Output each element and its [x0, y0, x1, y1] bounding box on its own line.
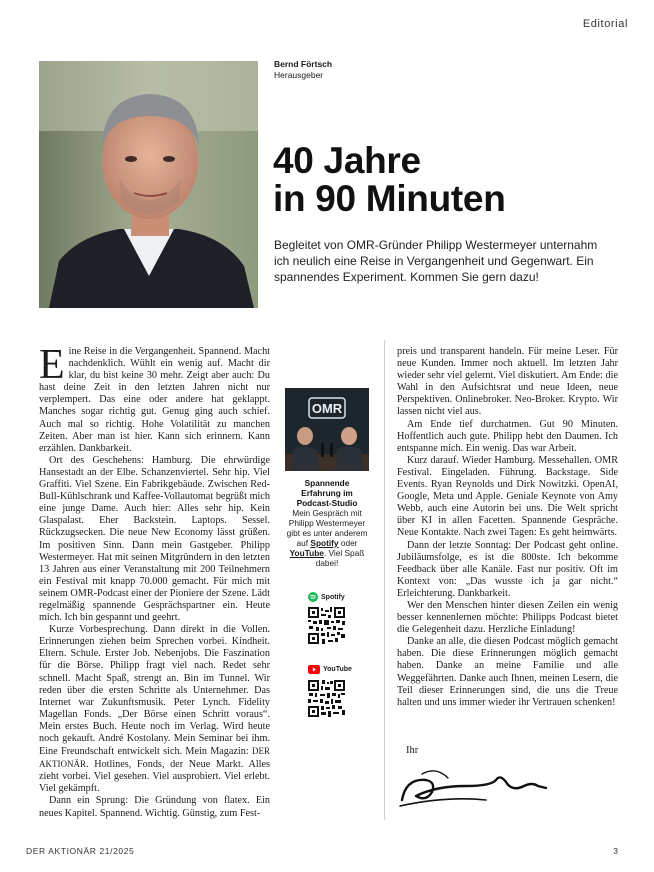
paragraph [39, 624, 270, 795]
author-name: Bernd Förtsch [274, 59, 333, 69]
studio-logo-text: OMR [311, 401, 343, 416]
paragraph [39, 342, 270, 455]
spotify-label: Spotify [321, 593, 345, 601]
paragraph: Kurz darauf. Wieder Hamburg. Messehallen. OMR Festival. Eingeladen. Führung. Backstage. Side Events. Ryan Reynolds und Dirk Nowitzki. OpenAI, Google, Meta und Apple. Geniale Keynote von Amy Webb, auch eine Autorin bei uns. Die Welt spricht über KI in allen Facetten. Spannende Gespräche. Neue Kontakte. Nach zwei Tagen: Es geht heimwärts. [397, 454, 618, 539]
youtube-badge [308, 665, 352, 674]
youtube-qr-code[interactable] [308, 680, 345, 717]
footer-page-number: 3 [613, 846, 618, 856]
paragraph: Dann ein Sprung: Die Gründung von flatex. Ein neues Kapitel. Spannend. Wichtig. Günstig, zum Fest- [39, 795, 270, 819]
spotify-badge [308, 592, 345, 602]
paragraph: Danke an alle, die diesen Podcast möglich gemacht haben. Die diese Erinnerungen möglich gemacht haben. Danke an meine Familie und alle Weggefährten. Danke auch Ihnen, meinen Lesern, die Teil dieser Erinnerungen sind, die uns die Treue halten und uns immer wieder ihr Vertrauen schenken! [397, 636, 618, 708]
headline-line-2: in 90 Minuten [273, 178, 506, 219]
author-block [274, 59, 332, 81]
spotify-icon [308, 592, 318, 602]
paragraph: Wer den Menschen hinter diesen Zeilen ein wenig besser kennenlernen möchte: Philipps Podcast bietet die Gelegenheit dazu. Herzliche Einladung! [397, 599, 618, 636]
sidebar-text-part: Mein Gespräch mit Philipp Westermeyer gibt es unter anderem auf [286, 508, 368, 548]
paragraph: Ort des Geschehens: Hamburg. Die ehrwürdige Hansestadt an der Elbe. Schanzenviertel. Sehr hip. Viel Graffiti. Viel Szene. Ein Fabrikgebäude. Zwischen Red-Bull-Kühlschrank und Kaffee-Vollautomat begrüßt mich eine junge Dame. Auch hier: Alles sehr hip. Kein Glaspalast. Eher Backstein. Laptops. Sessel. Rückzugsecken. Die neue New Economy lässt grüßen. Im positiven Sinn. Dann mein Gastgeber. Philipp Westermeyer. Hat mit seinen Mitgründern in den letzten 13 Jahren aus einer Veranstaltung mit 200 Teilnehmern ein Festival mit knapp 70.000 gemacht. Für mich mit seinem OMR-Podcast einer der Pioniere der Szene. Lädt regelmäßig spannende Gesprächspartner ein. Heute mich. Ich bin gespannt und geehrt. [39, 454, 270, 624]
paragraph: Dann der letzte Sonntag: Der Podcast geht online. Jubiläumsfolge, es ist die 800ste. Ich bekomme Feedback über alle Kanäle. Fast nur positiv. Oft im Kontext von: „Das wusste ich ja gar nicht.“ Erleichterung. Dankbarkeit. [397, 539, 618, 599]
youtube-label: YouTube [323, 666, 352, 673]
paragraph-text: ine Reise in die Vergangenheit. Spannend. Macht nachdenklich. Wühlt ein wenig auf. Macht dir klar, du bist keine 30 mehr. Zeigt aber auch: Du hast deine Zeit in den letzten Jahren nicht nur verplempert. Das eine oder andere hat geklappt. Manches sogar richtig gut. Genug ging auch schief. Auch mal so richtig. Hohe Volatilität zu manchen Zeiten. Aber man ist hier. Kann sich erinnern. Kann erzählen. Dankbarkeit. [39, 346, 270, 454]
author-portrait [39, 61, 258, 308]
sidebar-title: Spannende Erfahrung im Podcast-Studio [296, 478, 358, 508]
drop-cap: E [39, 342, 65, 388]
podcast-sidebar [285, 388, 369, 568]
closing-salutation: Ihr [406, 745, 419, 756]
lead-paragraph: Begleitet von OMR-Gründer Philipp Westermeyer unternahm ich neulich eine Reise in Vergangenheit und Gegenwart. Ein spannendes Experiment. Kommen Sie gern dazu! [274, 238, 598, 284]
body-column-2 [397, 346, 618, 709]
sidebar-text-part: oder [340, 538, 358, 548]
body-column-1 [39, 342, 270, 820]
paragraph: Am Ende tief durchatmen. Gut 90 Minuten. Hoffentlich auch gute. Philipp hebt den Daumen. Ich entspanne mich. Ein wenig. Das war Arbeit. [397, 418, 618, 454]
section-label: Editorial [582, 18, 628, 30]
youtube-link[interactable]: YouTube [289, 548, 324, 558]
spotify-link[interactable]: Spotify [310, 538, 339, 548]
sidebar-text [285, 508, 369, 568]
podcast-studio-photo [285, 388, 369, 471]
headline [273, 142, 506, 218]
paragraph-text: Kurze Vorbesprechung. Dann direkt in die Vollen. Erinnerungen ziehen beim Sprechen vorbei. Kindheit. Eltern. Schule. Erster Job. Nebenjobs. Die Faszination für die Börse. Philipp fragt viel nach. Redet sehr schnell. Macht Spaß, strengt an. Bin im Tunnel. Wir reden über die ersten Schritte als Unternehmer. Das Internet war Zukunftsmusik. Peter Lynch. Fidelity Magellan Fonds. „Der Börse einen Schritt voraus“. Mein erstes Buch. Heute noch im Verlag. Wird heute noch gekauft. André Kostolany. Mein Seminar bei ihm. Eine Freundschaft entwickelt sich. Mein Magazin: [39, 624, 270, 758]
sidebar-text-part: . Viel Spaß dabei! [315, 548, 365, 568]
spotify-qr-code[interactable] [308, 607, 345, 644]
signature [396, 756, 596, 812]
youtube-icon [308, 665, 320, 674]
magazine-name: DER AKTIONÄR [39, 746, 270, 770]
footer-publication: DER AKTIONÄR 21/2025 [26, 846, 135, 856]
paragraph-text: . Hotlines, Fonds, der Neue Markt. Alles zieht vorbei. Viel gesehen. Viel ausprobiert. Viel erlebt. Viel gekämpft. [39, 759, 270, 795]
author-role: Herausgeber [274, 70, 324, 80]
column-divider [384, 340, 385, 820]
paragraph: preis und transparent handeln. Für meine Leser. Für neue Kunden. Immer noch aktuell. Im letzten Jahr wieder sehr viel gelernt. Viel diskutiert. Am Ende: die Wahl in den Aufsichtsrat und neue Ideen, neue Perspektiven. Onlinebroker. Neo-Broker. Krypto. Wir lassen nicht viel aus. [397, 346, 618, 418]
headline-line-1: 40 Jahre [273, 140, 421, 181]
